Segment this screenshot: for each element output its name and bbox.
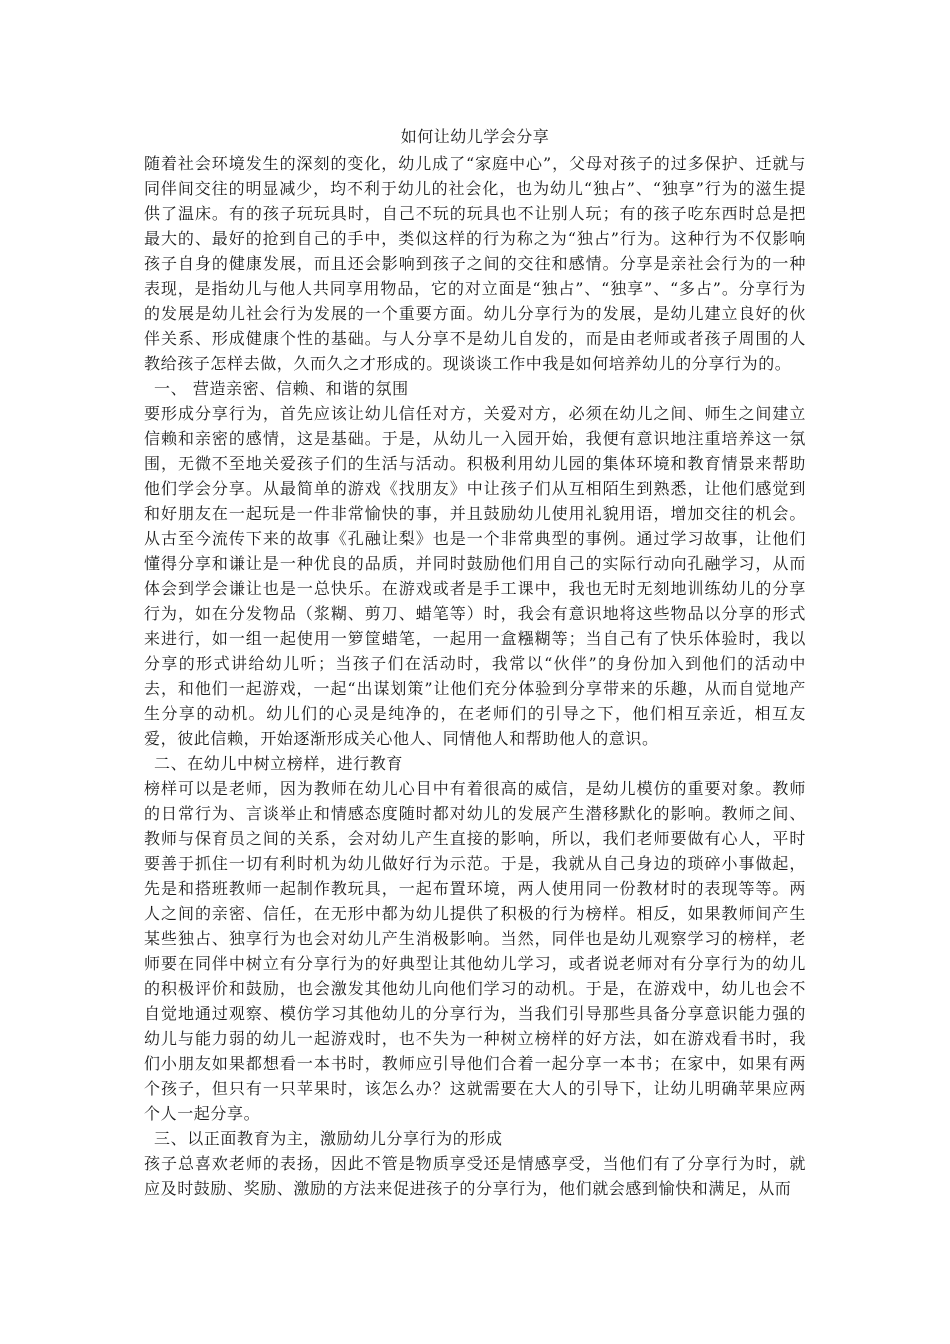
section-2-heading: 二、在幼儿中树立榜样，进行教育 [154,754,404,773]
document-title: 如何让幼儿学会分享 [400,127,550,146]
section-3-paragraph: 孩子总喜欢老师的表扬，因此不管是物质享受还是情感享受，当他们有了分享行为时，就应及时鼓励、奖励、激励的方法来促进孩子的分享行为，他们就会感到愉快和满足，从而 [144,1154,806,1198]
intro-paragraph: 随着社会环境发生的深刻的变化，幼儿成了“家庭中心”，父母对孩子的过多保护、迁就与同伴间交往的明显减少，均不利于幼儿的社会化，也为幼儿“独占”、“独享”行为的滋生提供了温床。有的孩子玩玩具时，自己不玩的玩具也不让别人玩；有的孩子吃东西时总是把最大的、最好的抢到自己的手中，类似这样的行为称之为“独占”行为。这种行为不仅影响孩子自身的健康发展，而且还会影响到孩子之间的交往和感情。分享是亲社会行为的一种表现，是指幼儿与他人共同享用物品，它的对立面是“独占”、“独享”、“多占”。分享行为的发展是幼儿社会行为发展的一个重要方面。幼儿分享行为的发展，是幼儿建立良好的伙伴关系、形成健康个性的基础。与人分享不是幼儿自发的，而是由老师或者孩子周围的人教给孩子怎样去做，久而久之才形成的。现谈谈工作中我是如何培养幼儿的分享行为的。 [144,154,806,373]
section-1-heading: 一、 营造亲密、信赖、和谐的氛围 [154,379,409,398]
section-2-paragraph: 榜样可以是老师，因为教师在幼儿心目中有着很高的威信，是幼儿模仿的重要对象。教师的日常行为、言谈举止和情感态度随时都对幼儿的发展产生潜移默化的影响。教师之间、教师与保育员之间的关系，会对幼儿产生直接的影响，所以，我们老师要做有心人，平时要善于抓住一切有利时机为幼儿做好行为示范。于是，我就从自己身边的琐碎小事做起，先是和搭班教师一起制作教玩具，一起布置环境，两人使用同一份教材时的表现等等。两人之间的亲密、信任，在无形中都为幼儿提供了积极的行为榜样。相反，如果教师间产生某些独占、独享行为也会对幼儿产生消极影响。当然，同伴也是幼儿观察学习的榜样，老师要在同伴中树立有分享行为的好典型让其他幼儿学习，或者说老师对有分享行为的幼儿的积极评价和鼓励，也会激发其他幼儿向他们学习的动机。于是，在游戏中，幼儿也会不自觉地通过观察、模仿学习其他幼儿的分享行为，当我们引导那些具备分享意识能力强的幼儿与能力弱的幼儿一起游戏时，也不失为一种树立榜样的好方法，如在游戏看书时，我们小朋友如果都想看一本书时，教师应引导他们合着一起分享一本书；在家中，如果有两个孩子，但只有一只苹果时，该怎么办？这就需要在大人的引导下，让幼儿明确苹果应两个人一起分享。 [144,779,806,1123]
document-body [144,123,806,1201]
section-1-paragraph: 要形成分享行为，首先应该让幼儿信任对方，关爱对方，必须在幼儿之间、师生之间建立信赖和亲密的感情，这是基础。于是，从幼儿一入园开始，我便有意识地注重培养这一氛围，无微不至地关爱孩子们的生活与活动。积极利用幼儿园的集体环境和教育情景来帮助他们学会分享。从最简单的游戏《找朋友》中让孩子们从互相陌生到熟悉，让他们感觉到和好朋友在一起玩是一件非常愉快的事，并且鼓励幼儿使用礼貌用语，增加交往的机会。从古至今流传下来的故事《孔融让梨》也是一个非常典型的事例。通过学习故事，让他们懂得分享和谦让是一种优良的品质，并同时鼓励他们用自己的实际行动向孔融学习，从而体会到学会谦让也是一总快乐。在游戏或者是手工课中，我也无时无刻地训练幼儿的分享行为，如在分发物品（浆糊、剪刀、蜡笔等）时，我会有意识地将这些物品以分享的形式来进行，如一组一起使用一箩筐蜡笔，一起用一盒糨糊等；当自己有了快乐体验时，我以分享的形式讲给幼儿听；当孩子们在活动时，我常以“伙伴”的身份加入到他们的活动中去，和他们一起游戏，一起“出谋划策”让他们充分体验到分享带来的乐趣，从而自觉地产生分享的动机。幼儿们的心灵是纯净的，在老师们的引导之下，他们相互亲近，相互友爱，彼此信赖，开始逐渐形成关心他人、同情他人和帮助他人的意识。 [144,404,806,748]
section-3-heading: 三、以正面教育为主，激励幼儿分享行为的形成 [154,1129,503,1148]
